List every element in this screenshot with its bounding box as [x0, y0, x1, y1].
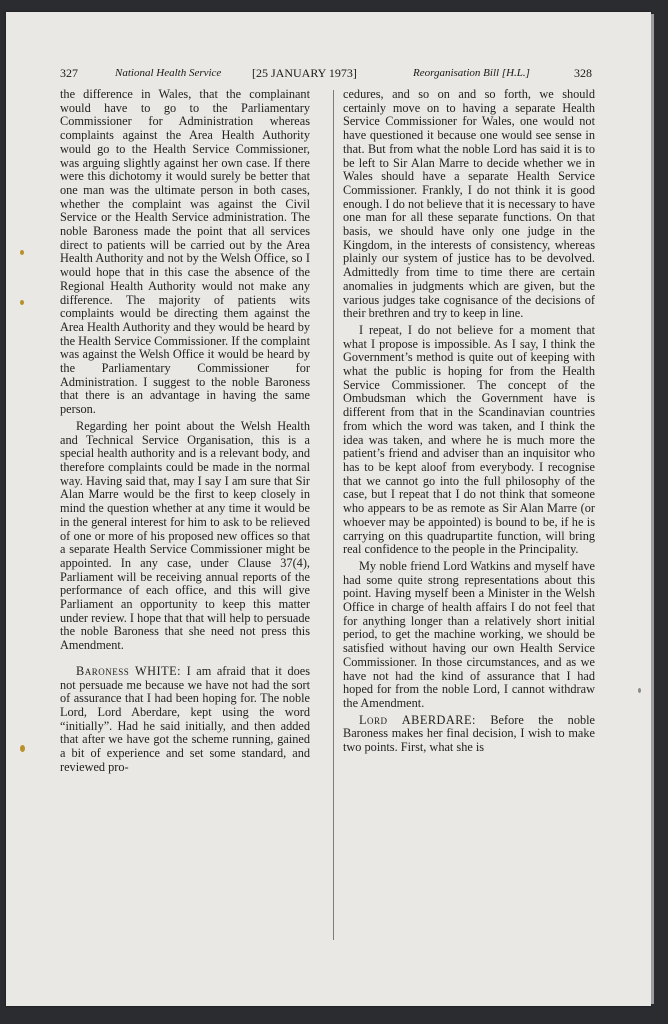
margin-mark	[20, 250, 24, 255]
header-date: [25 JANUARY 1973]	[252, 66, 357, 80]
left-page-number: 327	[60, 66, 78, 80]
speaker-name: Lord ABERDARE:	[359, 712, 476, 727]
margin-mark	[20, 300, 24, 305]
left-column	[60, 88, 310, 774]
margin-mark	[638, 688, 641, 693]
speaker-name: Baroness WHITE:	[76, 663, 182, 678]
right-paragraph-1: cedures, and so on and so forth, we should certainly move on to having a separate Health Service Commissioner for Wales, one would not have questioned it because one would see sense in that. But from what the noble Lord has said it is to be left to Sir Alan Marre to decide whether we in Wales should have a separate Health Service Commissioner. Frankly, I do not think it is good enough. I do not believe that it is necessary to have one man for all these separate functions. On that basis, we should have only one judge in the Kingdom, in the interests of consistency, whereas plainly our system of justice has to be devolved. Admittedly from time to time there are certain anomalies in judgments which are given, but the various judges take cognisance of the decisions of their brethren and try to keep in line.	[343, 87, 595, 321]
left-paragraph-2: Regarding her point about the Welsh Health and Technical Service Organisation, this is a special health authority and is a relevant body, and therefore complaints could be made in the normal way. Having said that, may I say I am sure that Sir Alan Marre would be the first to keep closely in mind the question whether at any time it would be in the general interest for him to ask to be relieved of one or more of his proposed new offices so that a separate Health Service Commissioner might be appointed. In any case, under Clause 37(4), Parliament will be receiving annual reports of the performance of each office, and this will give Parliament an opportunity to keep this matter under review. I hope that that will help to persuade the noble Baroness that she need not press this Amendment.	[60, 418, 310, 653]
right-column	[343, 88, 595, 755]
right-paragraph-3: My noble friend Lord Watkins and myself have had some quite strong representations about this point. Having myself been a Minister in the Welsh Office in charge of health affairs I do not feel that for anything longer than a relatively short initial period, to get the machine working, we should be satisfied without having our own Health Service Commissioner. In those circumstances, and as we have not had the kind of assurance that I had hoped for from the noble Lord, I cannot withdraw the Amendment.	[343, 558, 595, 710]
margin-mark	[20, 745, 25, 752]
right-running-title: Reorganisation Bill [H.L.]	[413, 67, 530, 79]
column-divider	[333, 90, 334, 940]
page-edge	[651, 14, 654, 1004]
speech-text: Before the noble Baroness makes her final decision, I wish to make two points. First, what she is	[343, 712, 595, 755]
right-page-number: 328	[574, 66, 592, 80]
speech-text: I am afraid that it does not persuade me because we have not had the sort of assurance that I had been hoping for. The noble Lord, Lord Aberdare, kept using the word “initially”. Had he said initially, and then added that after we have got the scheme running, gained a bit of experience and set some standard, and reviewed pro-	[60, 663, 310, 774]
left-running-title: National Health Service	[115, 67, 222, 79]
right-paragraph-4	[343, 714, 595, 755]
left-paragraph-1: the difference in Wales, that the complainant would have to go to the Parliamentary Commissioner for Administration whereas complaints against the Area Health Authority would go to the Health Service Commissioner, was arguing slightly against her own case. If there were this dichotomy it would surely be better that one man was the ultimate person in both cases, whether the complaint was against the Civil Service or the Health Service administration. The noble Baroness made the point that all services direct to patients will be carried out by the Area Health Authority and not by the Welsh Office, so I would hope that in this case the absence of the Regional Health Authority would not make any difference. The majority of patients wits complaints would be directing them against the Area Health Authority and they would be heard by the Health Service Commissioner. If the complaint was against the Welsh Office it would be heard by the Parliamentary Commissioner for Administration. I suggest to the noble Baroness that there is an advantage in having the same person.	[60, 87, 310, 417]
page-header	[60, 66, 592, 84]
left-paragraph-3	[60, 665, 310, 775]
right-paragraph-2: I repeat, I do not believe for a moment that what I propose is impossible. As I say, I think the Government’s method is quite out of keeping with what the public is hoping for from the Health Service Commissioner. The concept of the Ombudsman which the Government have is different from that in the Scandinavian countries from which the word was taken, and I think the idea was taken, and where he is much more the patient’s friend and adviser than an inquisitor who has to be kept aloof from everybody. I recognise that we cannot go into the full philosophy of the case, but I repeat that I do not think that someone who appears to be as remote as Sir Alan Marre (or whoever may be appointed) is bound to be, if he is carrying on this quadrupartite function, will bring real confidence to the people in the Principality.	[343, 322, 595, 557]
